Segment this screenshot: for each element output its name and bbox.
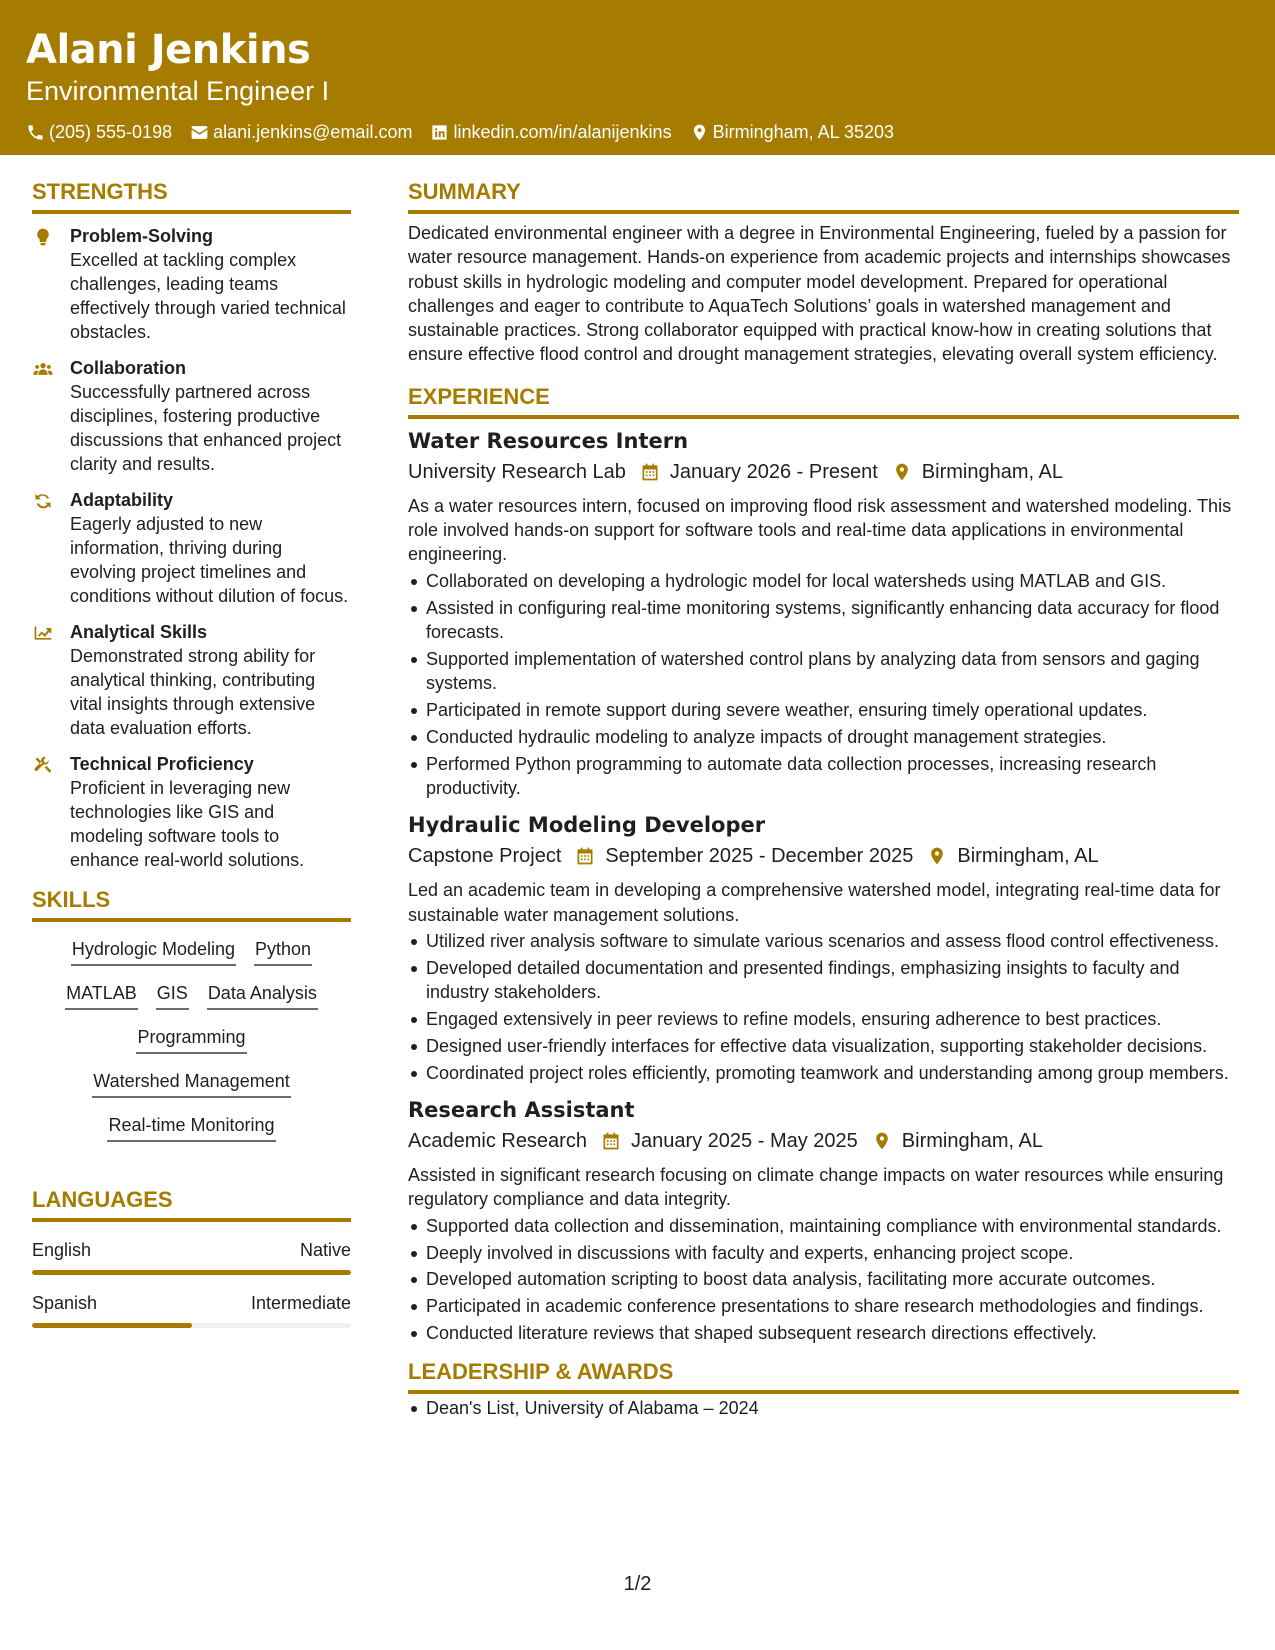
job-entry: [408, 427, 1239, 801]
list-item: Participated in academic conference presentations to share research methodologies and findings.: [408, 1294, 1239, 1318]
page-indicator: 1/2: [623, 1573, 652, 1595]
list-item: Coordinated project roles efficiently, promoting teamwork and understanding among group members.: [408, 1061, 1239, 1085]
envelope-icon: [190, 123, 209, 142]
calendar-icon: [640, 462, 660, 482]
language-proficiency-fill: [32, 1270, 351, 1275]
map-pin-icon: [892, 462, 912, 482]
language-proficiency-fill: [32, 1323, 192, 1328]
calendar-icon: [575, 846, 595, 866]
left-column: [32, 178, 351, 1328]
list-item: Developed automation scripting to boost data analysis, facilitating more accurate outcomes.: [408, 1267, 1239, 1291]
list-item: Collaborated on developing a hydrologic model for local watersheds using MATLAB and GIS.: [408, 569, 1239, 593]
resume-header: [0, 0, 1275, 155]
list-item: Supported data collection and dissemination, maintaining compliance with environmental standards.: [408, 1214, 1239, 1238]
list-item: Deeply involved in discussions with faculty and experts, enhancing project scope.: [408, 1241, 1239, 1265]
experience-heading: EXPERIENCE: [408, 383, 1239, 419]
strength-description: Eagerly adjusted to new information, thriving during evolving project timelines and conditions without dilution of focus.: [70, 514, 349, 606]
list-item: Engaged extensively in peer reviews to refine models, ensuring adherence to best practices.: [408, 1007, 1239, 1031]
job-meta: [408, 457, 1239, 487]
job-bullets: [408, 1214, 1239, 1346]
lightbulb-icon: [32, 227, 54, 247]
users-icon: [32, 359, 54, 379]
linkedin-icon: [430, 123, 449, 142]
skill-tag: Watershed Management: [92, 1068, 290, 1098]
language-proficiency-bar: [32, 1323, 351, 1328]
skill-tag: Hydrologic Modeling: [71, 936, 236, 966]
skills-row: [32, 1112, 351, 1142]
strength-item: [32, 224, 351, 344]
languages-heading: LANGUAGES: [32, 1186, 351, 1222]
list-item: Performed Python programming to automate data collection processes, increasing research productivity.: [408, 752, 1239, 801]
skill-tag: MATLAB: [65, 980, 138, 1010]
job-organization: Capstone Project: [408, 845, 562, 868]
strength-description: Proficient in leveraging new technologies like GIS and modeling software tools to enhance real-world solutions.: [70, 778, 305, 870]
strength-item: [32, 356, 351, 476]
job-location: Birmingham, AL: [921, 460, 1063, 483]
contact-phone-text: (205) 555-0198: [49, 122, 173, 142]
skills-heading: SKILLS: [32, 886, 351, 922]
language-name: English: [32, 1240, 92, 1260]
leadership-list: [408, 1396, 1239, 1420]
language-level: Intermediate: [250, 1293, 351, 1313]
strengths-heading: STRENGTHS: [32, 178, 351, 214]
language-level: Native: [299, 1240, 351, 1260]
list-item: Conducted literature reviews that shaped subsequent research directions effectively.: [408, 1321, 1239, 1345]
strength-item: [32, 620, 351, 740]
skill-tag: Real-time Monitoring: [107, 1112, 275, 1142]
list-item: Conducted hydraulic modeling to analyze impacts of drought management strategies.: [408, 725, 1239, 749]
chart-line-icon: [32, 623, 54, 643]
skills-row: [32, 936, 351, 966]
job-dates: January 2025 - May 2025: [630, 1130, 858, 1153]
leadership-heading: LEADERSHIP & AWARDS: [408, 1358, 1239, 1394]
list-item: Participated in remote support during severe weather, ensuring timely operational updates.: [408, 698, 1239, 722]
job-meta: [408, 841, 1239, 871]
list-item: Developed detailed documentation and presented findings, emphasizing insights to faculty and industry stakeholders.: [408, 956, 1239, 1005]
list-item: Dean's List, University of Alabama – 2024: [408, 1396, 1239, 1420]
calendar-icon: [601, 1131, 621, 1151]
skills-row: [32, 1068, 351, 1098]
job-entry: [408, 811, 1239, 1085]
phone-icon: [26, 123, 45, 142]
summary-heading: SUMMARY: [408, 178, 1239, 214]
contact-linkedin[interactable]: [430, 120, 671, 144]
strength-description: Demonstrated strong ability for analytical thinking, contributing vital insights through extensive data evaluation efforts.: [70, 646, 316, 738]
skills-row: [32, 1024, 351, 1054]
candidate-title: Environmental Engineer I: [26, 76, 330, 106]
list-item: Assisted in configuring real-time monitoring systems, significantly enhancing data accuracy for flood forecasts.: [408, 596, 1239, 645]
job-title: Research Assistant: [408, 1098, 635, 1123]
language-proficiency-bar: [32, 1270, 351, 1275]
contact-email[interactable]: [190, 120, 412, 144]
skills-section: [32, 886, 351, 1142]
job-title: Hydraulic Modeling Developer: [408, 813, 766, 838]
strength-name: Adaptability: [70, 490, 174, 510]
job-bullets: [408, 929, 1239, 1085]
language-item: [32, 1238, 351, 1275]
skill-tag: Programming: [136, 1024, 246, 1054]
tools-icon: [32, 755, 54, 775]
strength-name: Problem-Solving: [70, 226, 214, 246]
strength-description: Excelled at tackling complex challenges, leading teams effectively through varied technical obstacles.: [70, 250, 346, 342]
skill-tag: Python: [254, 936, 312, 966]
contact-phone[interactable]: [26, 120, 172, 144]
language-item: [32, 1291, 351, 1328]
strength-description: Successfully partnered across disciplines, fostering productive discussions that enhanced project clarity and results.: [70, 382, 342, 474]
contact-location: [690, 120, 894, 144]
strength-name: Collaboration: [70, 358, 186, 378]
job-description: Led an academic team in developing a comprehensive watershed model, integrating real-time data for sustainable water management solutions.: [408, 880, 1221, 925]
job-description: As a water resources intern, focused on improving flood risk assessment and watershed modeling. This role involved hands-on support for software tools and real-time data applications in environmental engineering.: [408, 495, 1232, 565]
list-item: Supported implementation of watershed control plans by analyzing data from sensors and gaging systems.: [408, 647, 1239, 696]
right-column: [408, 178, 1239, 1422]
language-name: Spanish: [32, 1293, 98, 1313]
job-location: Birmingham, AL: [901, 1130, 1043, 1153]
map-pin-icon: [872, 1131, 892, 1151]
candidate-name: Alani Jenkins: [26, 27, 311, 73]
job-description: Assisted in significant research focusing on climate change impacts on water resources while ensuring regulatory compliance and data integrity.: [408, 1165, 1224, 1210]
contact-location-text: Birmingham, AL 35203: [712, 122, 895, 142]
strength-name: Analytical Skills: [70, 622, 208, 642]
strength-item: [32, 488, 351, 608]
job-meta: [408, 1126, 1239, 1156]
map-pin-icon: [690, 123, 709, 142]
languages-section: [32, 1186, 351, 1328]
list-item: Designed user-friendly interfaces for effective data visualization, supporting stakeholder decisions.: [408, 1034, 1239, 1058]
job-bullets: [408, 569, 1239, 801]
job-organization: Academic Research: [408, 1130, 587, 1153]
contact-list: [26, 120, 1249, 144]
experience-section: [408, 383, 1239, 1346]
job-title: Water Resources Intern: [408, 428, 689, 453]
contact-email-text: alani.jenkins@email.com: [213, 122, 413, 142]
strength-name: Technical Proficiency: [70, 754, 254, 774]
skill-tag: GIS: [156, 980, 189, 1010]
skills-row: [32, 980, 351, 1010]
contact-linkedin-text: linkedin.com/in/alanijenkins: [453, 122, 672, 142]
job-entry: [408, 1096, 1239, 1345]
strength-item: [32, 752, 351, 872]
strengths-list: [32, 224, 351, 872]
summary-text: Dedicated environmental engineer with a degree in Environmental Engineering, fueled by a passion for water resource management. Hands-on experience from academic projects and internships showcases robust skills in hydrologic modeling and computer model development. Prepared for operational challenges and eager to contribute to AquaTech Solutions’ goals in watershed management and sustainable practices. Strong collaborator equipped with practical know-how in creating solutions that ensure effective flood control and drought management strategies, elevating overall system efficiency.: [408, 223, 1231, 365]
job-organization: University Research Lab: [408, 460, 626, 483]
job-location: Birmingham, AL: [957, 845, 1099, 868]
job-dates: September 2025 - December 2025: [605, 845, 914, 868]
leadership-section: [408, 1358, 1239, 1420]
skill-tag: Data Analysis: [207, 980, 318, 1010]
list-item: Utilized river analysis software to simulate various scenarios and assess flood control effectiveness.: [408, 929, 1239, 953]
refresh-icon: [32, 491, 54, 511]
map-pin-icon: [927, 846, 947, 866]
job-dates: January 2026 - Present: [669, 460, 878, 483]
